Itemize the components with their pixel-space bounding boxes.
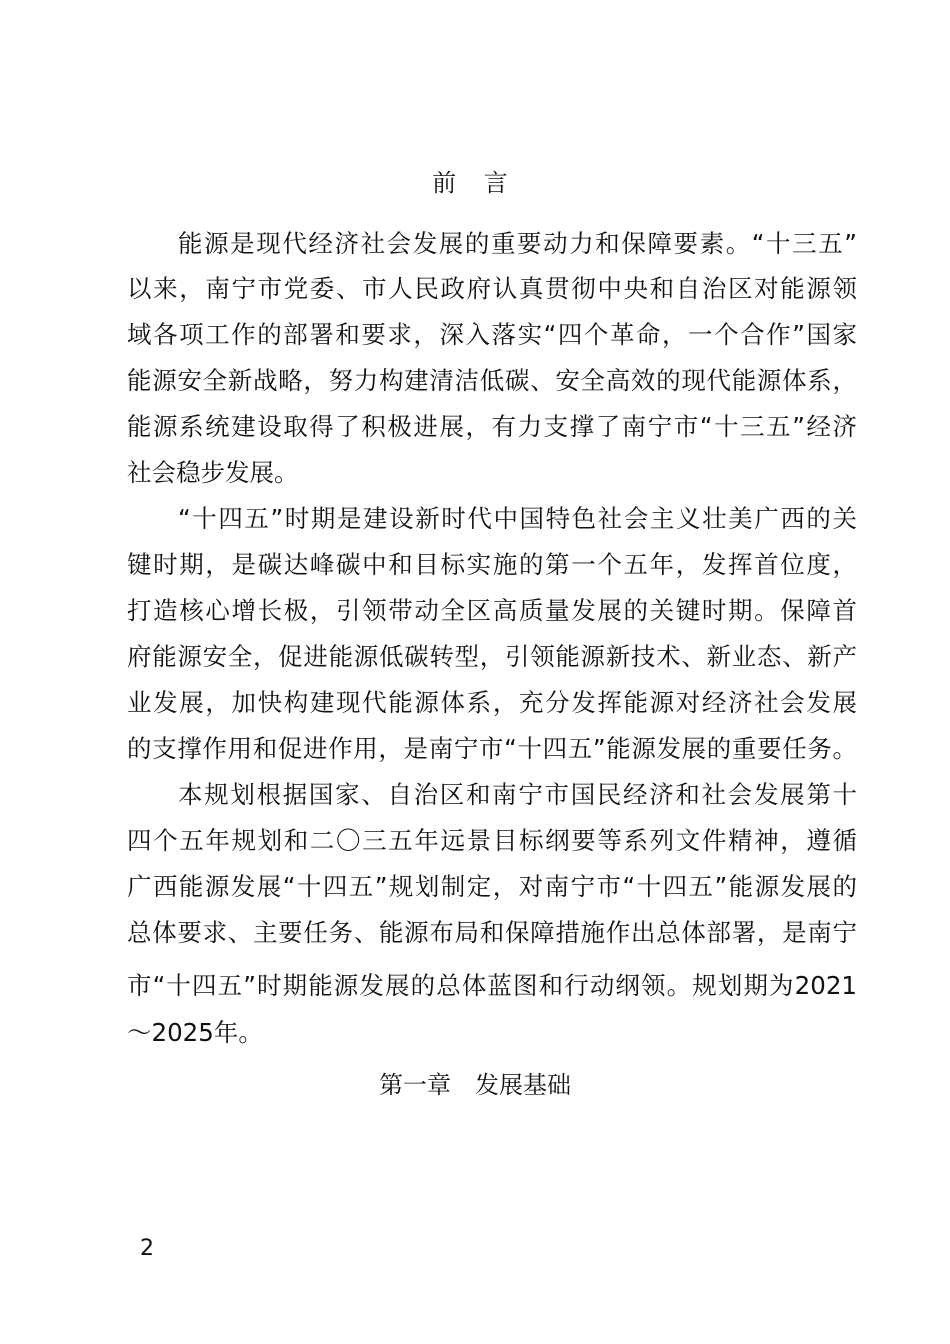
- paragraph-2-line-3: 打造核心增长极，引领带动全区高质量发展的关键时期。保障首: [127, 596, 857, 625]
- paragraph-3-line-1: 本规划根据国家、自治区和南宁市国民经济和社会发展第十: [178, 780, 857, 809]
- paragraph-3-line-2: 四个五年规划和二〇三五年远景目标纲要等系列文件精神，遵循: [127, 826, 857, 855]
- paragraph-1-line-5: 能源系统建设取得了积极进展，有力支撑了南宁市“十三五”经济: [127, 412, 857, 441]
- page-title: 前 言: [432, 169, 518, 197]
- paragraph-2-line-4: 府能源安全，促进能源低碳转型，引领能源新技术、新业态、新产: [127, 642, 857, 671]
- chapter-heading: 第一章 发展基础: [379, 1071, 571, 1099]
- paragraph-1-line-1: 能源是现代经济社会发展的重要动力和保障要素。“十三五”: [178, 229, 857, 258]
- paragraph-1-line-6: 社会稳步发展。: [127, 458, 299, 487]
- paragraph-3-line-4: 总体要求、主要任务、能源布局和保障措施作出总体部署，是南宁: [127, 918, 857, 947]
- paragraph-3-line-6: ～2025年。: [127, 1018, 263, 1047]
- paragraph-1-line-2: 以来，南宁市党委、市人民政府认真贯彻中央和自治区对能源领: [127, 274, 857, 303]
- paragraph-2-line-5: 业发展，加快构建现代能源体系，充分发挥能源对经济社会发展: [127, 688, 857, 717]
- paragraph-3-line-5: 市“十四五”时期能源发展的总体蓝图和行动纲领。规划期为2021: [127, 971, 857, 1000]
- paragraph-2-line-6: 的支撑作用和促进作用，是南宁市“十四五”能源发展的重要任务。: [127, 734, 857, 763]
- paragraph-1-line-4: 能源安全新战略，努力构建清洁低碳、安全高效的现代能源体系，: [127, 366, 857, 395]
- paragraph-3-line-3: 广西能源发展“十四五”规划制定，对南宁市“十四五”能源发展的: [127, 872, 857, 901]
- page-number: 2: [140, 1236, 154, 1261]
- paragraph-2-line-1: “十四五”时期是建设新时代中国特色社会主义壮美广西的关: [178, 504, 857, 533]
- paragraph-1-line-3: 域各项工作的部署和要求，深入落实“四个革命，一个合作”国家: [127, 320, 857, 349]
- paragraph-2-line-2: 键时期，是碳达峰碳中和目标实施的第一个五年，发挥首位度，: [127, 550, 857, 579]
